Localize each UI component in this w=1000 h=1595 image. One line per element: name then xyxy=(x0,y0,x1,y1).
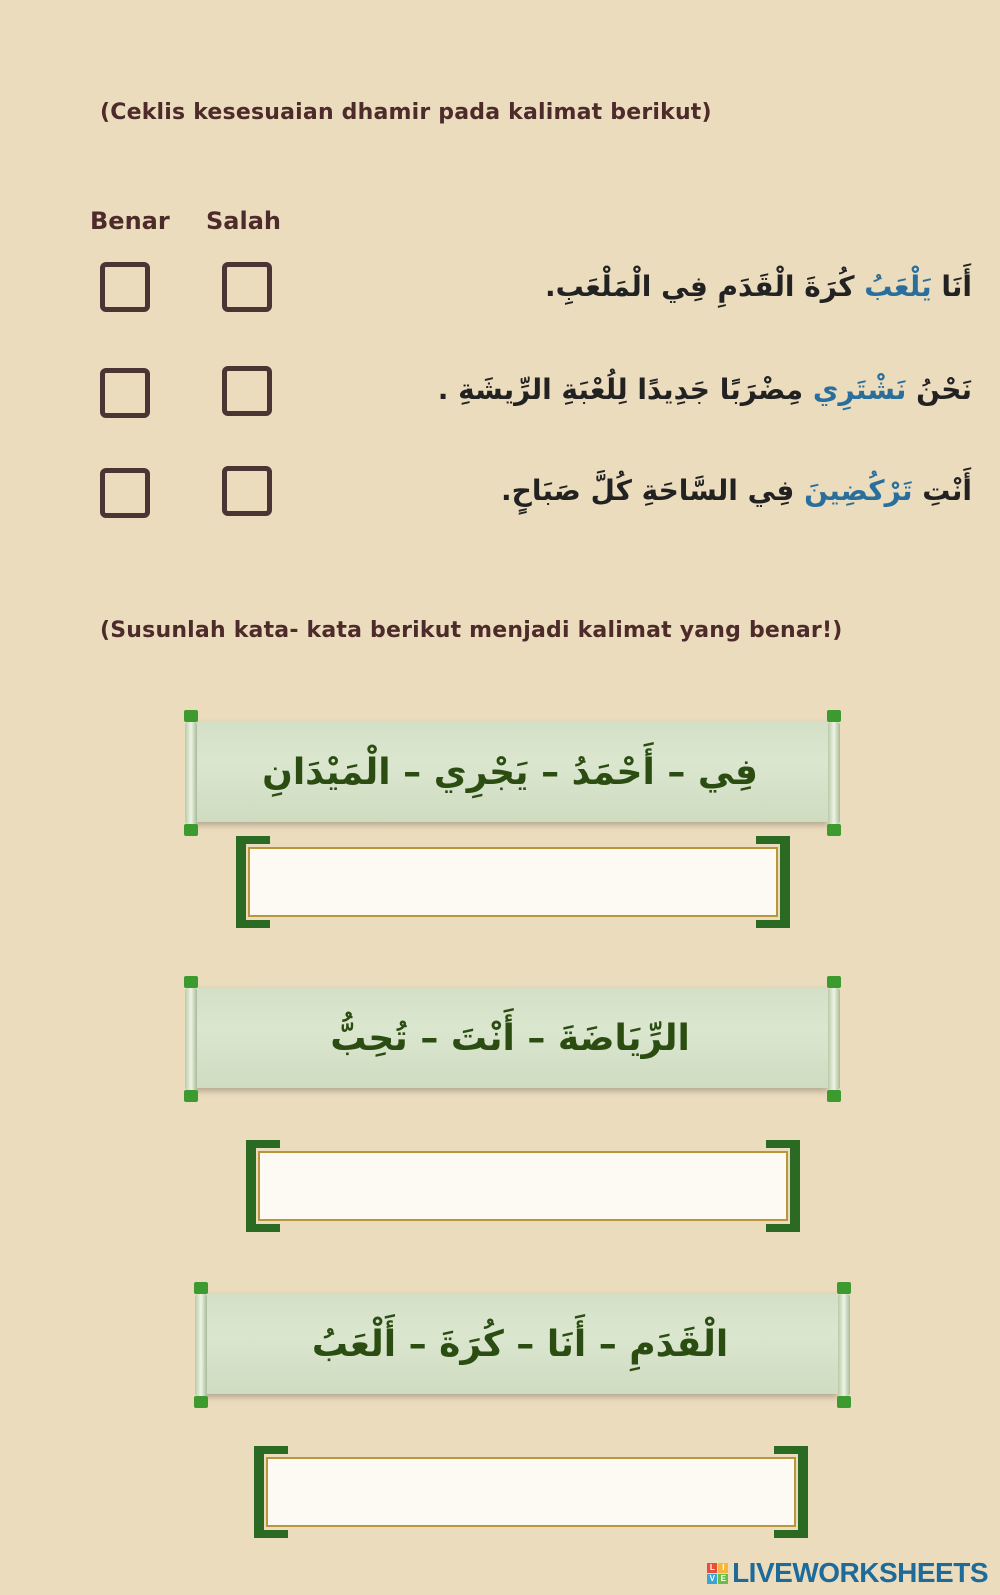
word-scroll-2 xyxy=(192,988,828,1088)
scroll-roller-left-3 xyxy=(195,1294,207,1396)
instruction-1: (Ceklis kesesuaian dhamir pada kalimat berikut) xyxy=(100,100,712,125)
checkbox-salah-2[interactable] xyxy=(222,366,272,416)
word-scroll-1 xyxy=(192,722,828,822)
sentence-2-verb: نَشْتَرِي xyxy=(812,373,907,406)
sentence-1-verb: يَلْعَبُ xyxy=(864,270,932,303)
sentence-3 xyxy=(501,474,972,507)
scroll-roller-right-1 xyxy=(828,722,840,824)
sentence-3-pre: أَنْتِ xyxy=(912,474,972,507)
scroll-roller-left-1 xyxy=(185,722,197,824)
sentence-3-post: فِي السَّاحَةِ كُلَّ صَبَاحٍ. xyxy=(501,474,805,507)
column-header-salah: Salah xyxy=(206,207,281,235)
instruction-2: (Susunlah kata- kata berikut menjadi kalimat yang benar!) xyxy=(100,618,843,643)
word-scroll-3 xyxy=(202,1294,838,1394)
answer-input-1[interactable] xyxy=(248,847,778,917)
answer-input-2[interactable] xyxy=(258,1151,788,1221)
sentence-1-post: كُرَةَ الْقَدَمِ فِي الْمَلْعَبِ. xyxy=(544,270,865,303)
scroll-roller-right-3 xyxy=(838,1294,850,1396)
scroll-roller-left-2 xyxy=(185,988,197,1090)
liveworksheets-logo[interactable] xyxy=(707,1557,988,1589)
checkbox-benar-2[interactable] xyxy=(100,368,150,418)
column-header-benar: Benar xyxy=(90,207,170,235)
logo-mark-e: E xyxy=(718,1574,728,1584)
scroll-1-words: فِي – أَحْمَدُ – يَجْرِي – الْمَيْدَانِ xyxy=(262,751,758,793)
scroll-3-words: الْقَدَمِ – أَنَا – كُرَةَ – أَلْعَبُ xyxy=(311,1323,729,1365)
sentence-2-post: مِضْرَبًا جَدِيدًا لِلُعْبَةِ الرِّيشَةِ . xyxy=(437,373,813,406)
checkbox-benar-3[interactable] xyxy=(100,468,150,518)
answer-input-3[interactable] xyxy=(266,1457,796,1527)
sentence-1 xyxy=(545,270,972,303)
sentence-1-pre: أَنَا xyxy=(931,270,972,303)
checkbox-salah-1[interactable] xyxy=(222,262,272,312)
logo-mark-v: V xyxy=(707,1574,717,1584)
checkbox-benar-1[interactable] xyxy=(100,262,150,312)
answer-box-1 xyxy=(236,836,790,928)
sentence-3-verb: تَرْكُضِينَ xyxy=(804,474,913,507)
logo-mark-i: I xyxy=(718,1563,728,1573)
scroll-roller-right-2 xyxy=(828,988,840,1090)
liveworksheets-logo-icon xyxy=(707,1563,728,1584)
liveworksheets-logo-text: LIVEWORKSHEETS xyxy=(732,1557,988,1588)
logo-mark-l: L xyxy=(707,1563,717,1573)
checkbox-salah-3[interactable] xyxy=(222,466,272,516)
answer-box-3 xyxy=(254,1446,808,1538)
sentence-2 xyxy=(438,373,972,406)
answer-box-2 xyxy=(246,1140,800,1232)
scroll-2-words: الرِّيَاضَةَ – أَنْتَ – تُحِبُّ xyxy=(330,1017,690,1059)
sentence-2-pre: نَحْنُ xyxy=(906,373,972,406)
